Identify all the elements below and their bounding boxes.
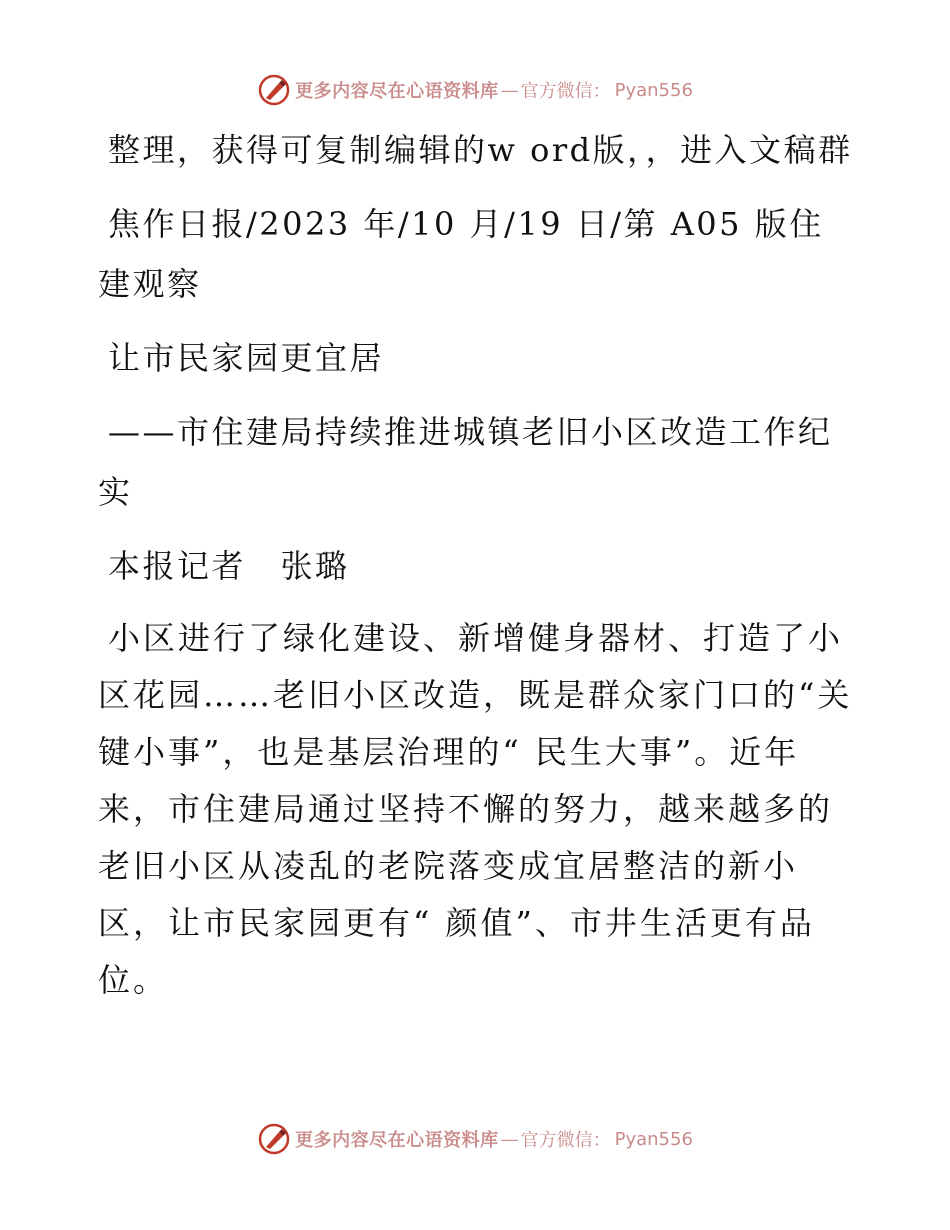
article-title: 让市民家园更宜居 bbox=[108, 339, 385, 377]
watermark-label: 官方微信： bbox=[520, 81, 611, 102]
pen-logo-icon bbox=[257, 1122, 291, 1156]
document-body bbox=[98, 120, 858, 1023]
byline: 本报记者 张璐 bbox=[108, 547, 350, 585]
watermark-title: 更多内容尽在心语资料库 bbox=[295, 1130, 499, 1151]
watermark-dash: — bbox=[500, 1128, 519, 1150]
intro-note: 整理，获得可复制编辑的w ord版，，进入文稿群 bbox=[108, 131, 853, 169]
watermark-title: 更多内容尽在心语资料库 bbox=[295, 81, 499, 102]
pen-logo-icon bbox=[257, 73, 291, 107]
watermark-label: 官方微信： bbox=[520, 1130, 611, 1151]
watermark-dash: — bbox=[500, 79, 519, 101]
article-subtitle: ——市住建局持续推进城镇老旧小区改造工作纪实 bbox=[98, 413, 833, 511]
source-line: 焦作日报/2023 年/10 月/19 日/第 A05 版住建观察 bbox=[98, 205, 824, 303]
body-paragraph: 小区进行了绿化建设、新增健身器材、打造了小区花园……老旧小区改造，既是群众家门口的“关键小事”，也是基层治理的“ 民生大事”。近年来，市住建局通过坚持不懈的努力，越来越多的老旧小区从凌乱的老院落变成宜居整洁的新小区，让市民家园更有“ 颜值”、市井生活更有品位。 bbox=[98, 619, 853, 999]
watermark-banner-bottom bbox=[0, 1119, 950, 1159]
watermark-id: Pyan556 bbox=[614, 1128, 693, 1150]
watermark-id: Pyan556 bbox=[614, 79, 693, 101]
watermark-banner-top bbox=[0, 70, 950, 110]
